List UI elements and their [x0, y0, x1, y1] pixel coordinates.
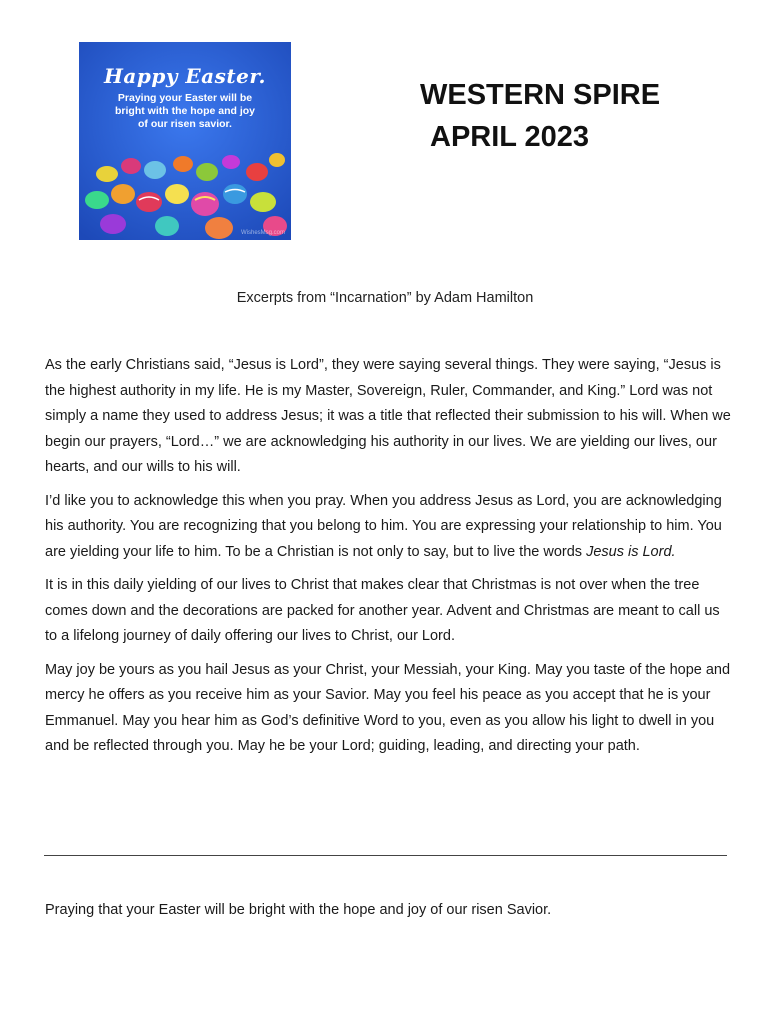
article-paragraph-2-emphasis: Jesus is Lord. [586, 543, 676, 560]
article-paragraph-2 [45, 489, 735, 566]
closing-line: Praying that your Easter will be bright with the hope and joy of our risen Savior. [45, 902, 552, 918]
newsletter-title [420, 74, 660, 158]
article-paragraph-1: As the early Christians said, “Jesus is Lord”, they were saying several things. They were saying, “Jesus is the highest authority in my life. He is my Master, Sovereign, Ruler, Commander, and King.” Lord was not simply a name they used to address Jesus; it was a title that reflected their submission to his will. When we begin our prayers, “Lord…” we are acknowledging his authority in our lives. We are yielding our lives, our hearts, and our wills to his will. [45, 357, 731, 475]
section-divider [44, 855, 727, 856]
card-line-3: of our risen savior. [138, 118, 232, 130]
article-subtitle: Excerpts from “Incarnation” by Adam Hamilton [236, 290, 534, 306]
card-text [79, 64, 291, 131]
article-paragraph-3: It is in this daily yielding of our lives to Christ that makes clear that Christmas is not over when the tree comes down and the decorations are packed for another year. Advent and Christmas are meant to call us to a lifelong journey of daily offering our lives to Christ, our Lord. [45, 577, 720, 644]
card-watermark: WishesMsg.com [240, 230, 285, 236]
article-paragraph-2-text: I’d like you to acknowledge this when you pray. When you address Jesus as Lord, you are acknowledging his authority. You are recognizing that you belong to him. You are expressing your relationship to him. You are yielding your life to him. To be a Christian is not only to say, but to live the words [45, 492, 722, 560]
article-body [45, 353, 735, 768]
card-title: Happy Easter. [104, 64, 266, 88]
card-line-1: Praying your Easter will be [117, 92, 253, 104]
article-paragraph-4: May joy be yours as you hail Jesus as your Christ, your Messiah, your King. May you taste of the hope and mercy he offers as you receive him as your Savior. May you feel his peace as you accept that he is your Emmanuel. May you hear him as God’s definitive Word to you, even as you allow his light to dwell in you and be reflected through you. May he be your Lord; guiding, leading, and directing your path. [45, 661, 731, 754]
easter-card-image [79, 42, 291, 240]
newsletter-name: WESTERN SPIRE [420, 79, 661, 111]
card-line-2: bright with the hope and joy [115, 105, 255, 117]
newsletter-date: APRIL 2023 [430, 121, 590, 153]
